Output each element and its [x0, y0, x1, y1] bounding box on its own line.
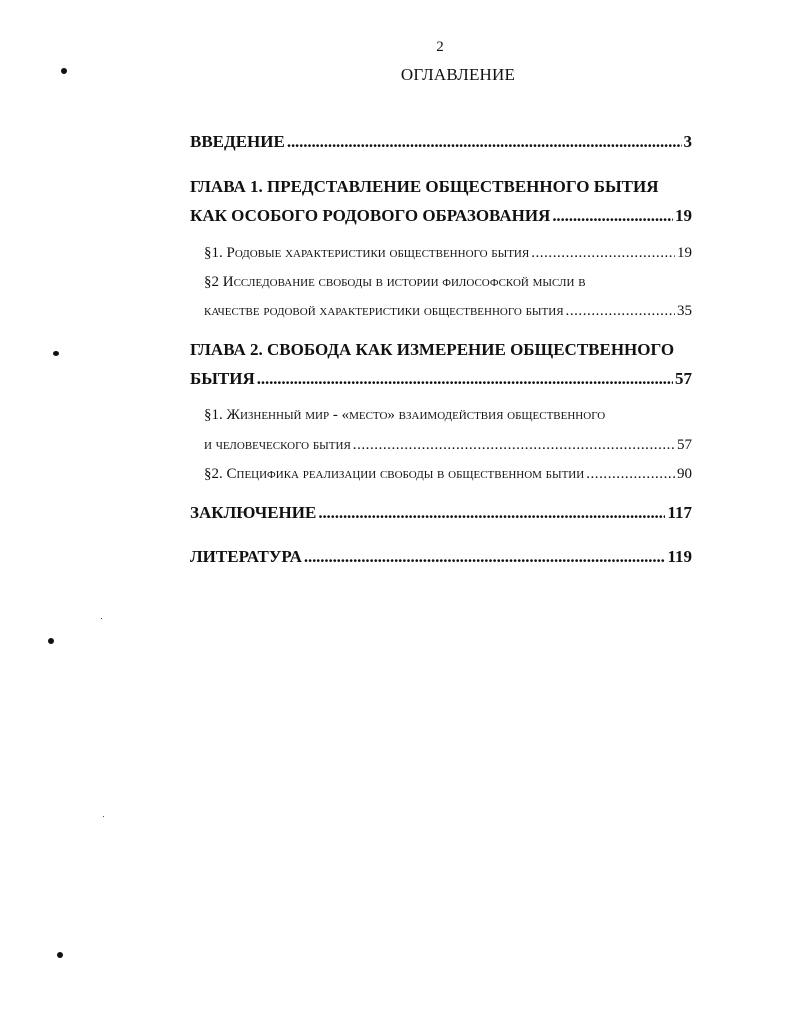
toc-section-title-cont: качестве родовой характеристики общественного бытия — [204, 303, 564, 319]
dot-leader — [552, 206, 673, 226]
toc-entry-conclusion — [190, 503, 692, 523]
toc-entry-page: 19 — [677, 245, 692, 261]
toc-entry-title: ЛИТЕРАТУРА — [190, 547, 302, 566]
toc-section-title: §1. Родовые характеристики общественного бытия — [204, 245, 530, 261]
toc-section-title-cont: и человеческого бытия — [204, 437, 351, 453]
scan-speck — [61, 68, 67, 74]
toc-chapter-2-title: ГЛАВА 2. СВОБОДА КАК ИЗМЕРЕНИЕ ОБЩЕСТВЕННОГО — [190, 340, 675, 359]
toc-entry-title: ВВЕДЕНИЕ — [190, 132, 285, 151]
toc-section-2-1-line-1 — [204, 407, 692, 424]
toc-chapter-2-line-2 — [190, 369, 692, 389]
dot-leader — [531, 245, 675, 262]
toc-section-2-2 — [204, 466, 692, 483]
toc-chapter-2-title-cont: БЫТИЯ — [190, 369, 255, 388]
toc-chapter-1-line-2 — [190, 206, 692, 226]
toc-entry-page: 119 — [667, 547, 692, 566]
toc-entry-page: 57 — [677, 437, 692, 453]
dot-leader — [304, 547, 666, 567]
toc-section-title: §2. Специфика реализации свободы в общественном бытии — [204, 466, 585, 482]
toc-section-1-2-line-2 — [204, 303, 692, 320]
toc-section-1-2-line-1 — [204, 274, 692, 291]
toc-entry-page: 117 — [667, 503, 692, 522]
toc-chapter-1-title-cont: КАК ОСОБОГО РОДОВОГО ОБРАЗОВАНИЯ — [190, 206, 551, 225]
toc-section-2-1-line-2 — [204, 437, 692, 454]
toc-entry-title: ЗАКЛЮЧЕНИЕ — [190, 503, 317, 522]
toc-chapter-1-line-1 — [190, 177, 692, 197]
dot-leader — [586, 466, 675, 483]
toc-entry-page: 19 — [675, 206, 692, 225]
dot-leader — [566, 303, 675, 320]
scan-speck — [48, 638, 54, 644]
scan-speck — [53, 351, 59, 356]
toc-entry-page: 57 — [675, 369, 692, 388]
toc-heading: ОГЛАВЛЕНИЕ — [400, 65, 516, 84]
scan-speck — [57, 952, 63, 958]
toc-entry-intro — [190, 132, 692, 152]
toc-entry-page: 35 — [677, 303, 692, 319]
page-number: 2 — [436, 39, 444, 55]
dot-leader — [353, 437, 675, 454]
toc-entry-page: 90 — [677, 466, 692, 482]
toc-entry-literature — [190, 547, 692, 567]
scan-speck — [101, 618, 102, 619]
toc-entry-page: 3 — [683, 132, 692, 151]
toc-section-title: §1. Жизненный мир - «место» взаимодействия общественного — [204, 407, 606, 423]
dot-leader — [287, 132, 682, 152]
toc-section-title: §2 Исследование свободы в истории философской мысли в — [204, 274, 586, 290]
dot-leader — [318, 503, 665, 523]
toc-chapter-1-title: ГЛАВА 1. ПРЕДСТАВЛЕНИЕ ОБЩЕСТВЕННОГО БЫТИЯ — [190, 177, 659, 196]
toc-chapter-2-line-1 — [190, 340, 692, 360]
toc-section-1-1 — [204, 245, 692, 262]
scan-speck — [103, 816, 104, 817]
dot-leader — [257, 369, 673, 389]
